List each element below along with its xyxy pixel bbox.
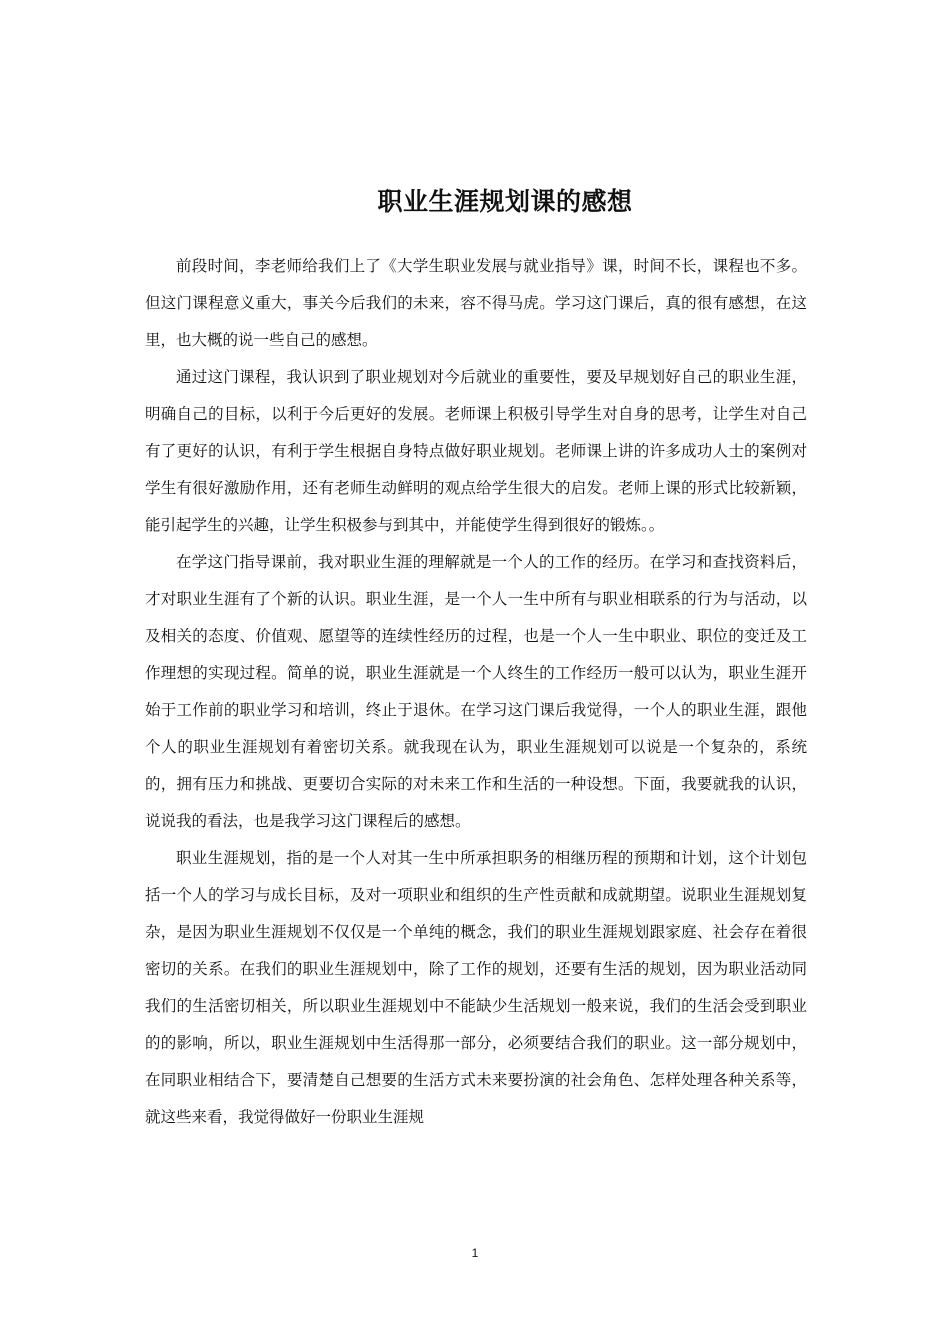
paragraph: 职业生涯规划，指的是一个人对其一生中所承担职务的相继历程的预期和计划，这个计划包括一个人的学习与成长目标，及对一项职业和组织的生产性贡献和成就期望。说职业生涯规划复杂，是因为职业生涯规划不仅仅是一个单纯的概念，我们的职业生涯规划跟家庭、社会存在着很密切的关系。在我们的职业生涯规划中，除了工作的规划，还要有生活的规划，因为职业活动同我们的生活密切相关，所以职业生涯规划中不能缺少生活规划一般来说，我们的生活会受到职业的的影响，所以，职业生涯规划中生活得那一部分，必须要结合我们的职业。这一部分规划中，在同职业相结合下，要清楚自己想要的生活方式未来要扮演的社会角色、怎样处理各种关系等，就这些来看，我觉得做好一份职业生涯规 xyxy=(145,849,807,1126)
paragraph: 前段时间，李老师给我们上了《大学生职业发展与就业指导》课，时间不长，课程也不多。但这门课程意义重大，事关今后我们的未来，容不得马虎。学习这门课后，真的很有感想，在这里，也大概的说一些自己的感想。 xyxy=(145,257,807,349)
paragraph: 在学这门指导课前，我对职业生涯的理解就是一个人的工作的经历。在学习和查找资料后，才对职业生涯有了个新的认识。职业生涯，是一个人一生中所有与职业相联系的行为与活动，以及相关的态度、价值观、愿望等的连续性经历的过程，也是一个人一生中职业、职位的变迁及工作理想的实现过程。简单的说，职业生涯就是一个人终生的工作经历一般可以认为，职业生涯开始于工作前的职业学习和培训，终止于退休。在学习这门课后我觉得，一个人的职业生涯，跟他个人的职业生涯规划有着密切关系。就我现在认为，职业生涯规划可以说是一个复杂的，系统的，拥有压力和挑战、更要切合实际的对未来工作和生活的一种设想。下面，我要就我的认识，说说我的看法，也是我学习这门课程后的感想。 xyxy=(145,553,807,830)
page-number: 1 xyxy=(471,1246,479,1260)
document-title: 职业生涯规划课的感想 xyxy=(377,186,633,216)
paragraph: 通过这门课程，我认识到了职业规划对今后就业的重要性，要及早规划好自己的职业生涯，明确自己的目标，以利于今后更好的发展。老师课上积极引导学生对自身的思考，让学生对自己有了更好的认识，有利于学生根据自身特点做好职业规划。老师课上讲的许多成功人士的案例对学生有很好激励作用，还有老师生动鲜明的观点给学生很大的启发。老师上课的形式比较新颖，能引起学生的兴趣，让学生积极参与到其中，并能使学生得到很好的锻炼。。 xyxy=(145,368,807,534)
document-body xyxy=(145,248,807,1136)
